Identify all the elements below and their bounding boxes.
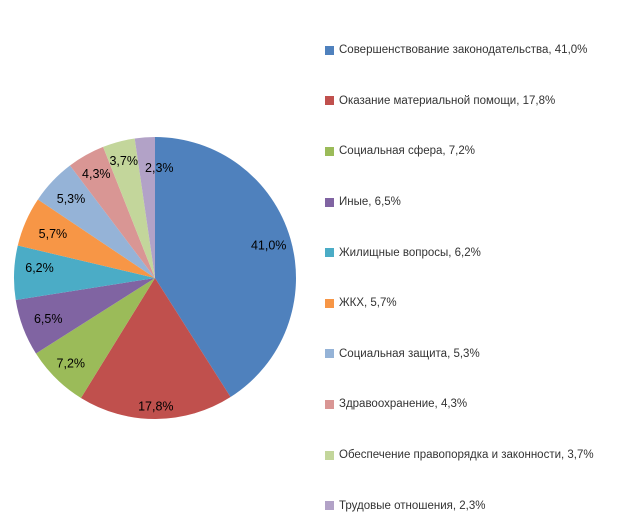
legend-item bbox=[325, 25, 615, 76]
legend-item bbox=[325, 329, 615, 380]
legend-item bbox=[325, 76, 615, 127]
legend-swatch-icon bbox=[325, 147, 334, 156]
legend-label: Иные, 6,5% bbox=[339, 196, 401, 209]
legend-item bbox=[325, 278, 615, 329]
pie-slice-label: 6,2% bbox=[25, 260, 54, 275]
pie-slice-label: 4,3% bbox=[82, 166, 111, 181]
legend-item bbox=[325, 430, 615, 481]
legend-swatch-icon bbox=[325, 198, 334, 207]
legend-swatch-icon bbox=[325, 501, 334, 510]
pie-slice-label: 7,2% bbox=[56, 356, 86, 371]
pie-slice-label: 3,7% bbox=[109, 154, 138, 169]
legend-label: Здравоохранение, 4,3% bbox=[339, 398, 468, 411]
legend-label: Трудовые отношения, 2,3% bbox=[339, 499, 486, 512]
legend-item bbox=[325, 177, 615, 228]
legend-swatch-icon bbox=[325, 451, 334, 460]
legend-item bbox=[325, 379, 615, 430]
legend-swatch-icon bbox=[325, 400, 334, 409]
legend-label: Оказание материальной помощи, 17,8% bbox=[339, 94, 556, 107]
legend-label: ЖКХ, 5,7% bbox=[339, 297, 397, 310]
legend-label: Социальная защита, 5,3% bbox=[339, 347, 480, 360]
legend-swatch-icon bbox=[325, 96, 334, 105]
legend-item bbox=[325, 126, 615, 177]
legend-label: Жилищные вопросы, 6,2% bbox=[339, 246, 481, 259]
legend-item bbox=[325, 480, 615, 531]
legend-swatch-icon bbox=[325, 299, 334, 308]
chart-legend bbox=[325, 25, 615, 531]
pie-slice-label: 5,3% bbox=[56, 191, 86, 206]
pie-slice-label: 6,5% bbox=[33, 311, 63, 326]
pie-slice-label: 2,3% bbox=[145, 160, 174, 175]
legend-swatch-icon bbox=[325, 349, 334, 358]
pie-slice-label: 17,8% bbox=[138, 399, 174, 414]
legend-label: Обеспечение правопорядка и законности, 3,7% bbox=[339, 449, 594, 462]
legend-swatch-icon bbox=[325, 248, 334, 257]
legend-label: Социальная сфера, 7,2% bbox=[339, 145, 475, 158]
pie-slice-label: 5,7% bbox=[38, 226, 68, 241]
pie-slice-label: 41,0% bbox=[250, 238, 287, 253]
legend-swatch-icon bbox=[325, 46, 334, 55]
legend-label: Совершенствование законодательства, 41,0% bbox=[339, 44, 588, 57]
legend-item bbox=[325, 227, 615, 278]
